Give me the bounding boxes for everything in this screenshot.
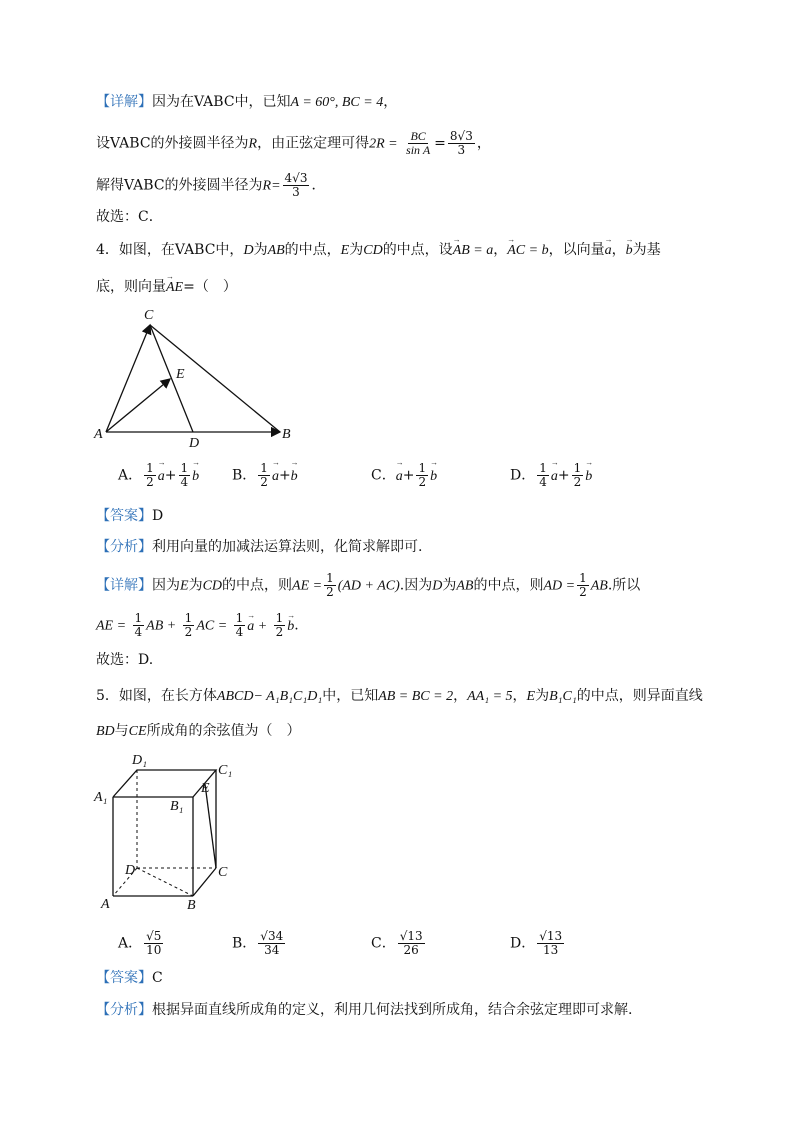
q4-option-d[interactable]: D． $\frac{1}{4}$ → a+ $\frac{1}{2}$ → b	[510, 462, 592, 489]
vector-ae	[106, 379, 170, 432]
q4-option-b[interactable]: B． $\frac{1}{2}$ → a+→ b	[232, 462, 298, 489]
detail-tag: 【详解】	[96, 94, 152, 110]
q5-option-c[interactable]: C． $\frac{√13}{26}$	[371, 929, 423, 957]
fraction: $\frac{8√3}{3}$	[449, 129, 473, 157]
q5-stem-line-1: 5．如图，在长方体ABCD− A₁B₁C₁D₁中，已知AB = BC = 2，AA₁ = 5，E为B₁C₁的中点，则异面直线	[96, 688, 703, 704]
q4-option-a[interactable]: A． $\frac{1}{2}$ → a+ $\frac{1}{4}$ → b	[118, 462, 199, 489]
q4-analysis: 【分析】利用向量的加减法运算法则，化简求解即可.	[96, 539, 423, 555]
q3-detail-line-3: 解得VABC的外接圆半径为R= $\frac{4√3}{3}$ ．	[96, 171, 326, 199]
q5-option-d[interactable]: D． $\frac{√13}{13}$	[510, 929, 563, 957]
q3-detail-line-1: 【详解】因为在VABC中，已知A = 60°, BC = 4，	[96, 94, 398, 110]
q4-detail-line-2: AE = $\frac{1}{4}$ AB + $\frac{1}{2}$ AC = $\frac{1}{4}$ → a + $\frac{1}{2}$ → b.	[96, 612, 299, 639]
label-a: A	[94, 427, 103, 442]
label-d: D	[189, 436, 200, 450]
segment-ce	[205, 784, 216, 868]
label-b: B	[187, 898, 196, 913]
q3-choose: 故选：C．	[96, 209, 163, 225]
q4-choose: 故选：D.	[96, 652, 154, 668]
segment-bd	[137, 868, 193, 896]
label-e: E	[201, 781, 210, 796]
q3-detail-line-2: 设VABC的外接圆半径为R，由正弦定理可得2R = $\frac{BC}{\text{sin A}}$ = $\frac{8√3}{3}$ ，	[96, 129, 491, 157]
q4-answer: 【答案】D	[96, 508, 164, 524]
fraction: $\frac{BC}{\text{sin A}}$	[406, 129, 431, 157]
triangle-figure	[90, 305, 310, 450]
label-d: D	[125, 863, 136, 878]
q5-option-a[interactable]: A． $\frac{√5}{10}$	[118, 929, 162, 957]
cuboid-figure	[90, 750, 250, 915]
segment-cb	[150, 325, 280, 432]
fraction: $\frac{4√3}{3}$	[284, 171, 308, 199]
q5-option-b[interactable]: B． $\frac{√34}{34}$	[232, 929, 284, 957]
label-b1: B₁	[170, 799, 184, 814]
label-b: B	[282, 427, 291, 442]
q4-option-c[interactable]: C．→ a+ $\frac{1}{2}$ → b	[371, 462, 437, 489]
vector-ac	[106, 325, 150, 432]
label-a1: A₁	[94, 790, 108, 805]
label-c: C	[218, 865, 228, 880]
q4-stem-line-2: 底，则向量→ AE=（ ）	[96, 277, 237, 298]
label-c: C	[144, 308, 154, 323]
label-c1: C₁	[218, 763, 233, 778]
label-d1: D₁	[132, 753, 147, 768]
label-a: A	[101, 897, 110, 912]
q4-stem-line-1: 4．如图，在VABC中，D为AB的中点，E为CD的中点，设→ AB = a，→ AC = b，以向量→ a，→ b为基	[96, 240, 661, 261]
label-e: E	[176, 367, 185, 382]
q5-analysis: 【分析】根据异面直线所成角的定义，利用几何法找到所成角，结合余弦定理即可求解.	[96, 1002, 633, 1018]
q5-answer: 【答案】C	[96, 970, 163, 986]
q5-stem-line-2: BD与CE所成角的余弦值为（ ）	[96, 723, 301, 739]
segment-cd	[150, 325, 193, 432]
q4-detail-line-1: 【详解】因为E为CD的中点，则AE = $\frac{1}{2}$ (AD + AC).因为D为AB的中点，则AD = $\frac{1}{2}$ AB.所以	[96, 571, 641, 599]
